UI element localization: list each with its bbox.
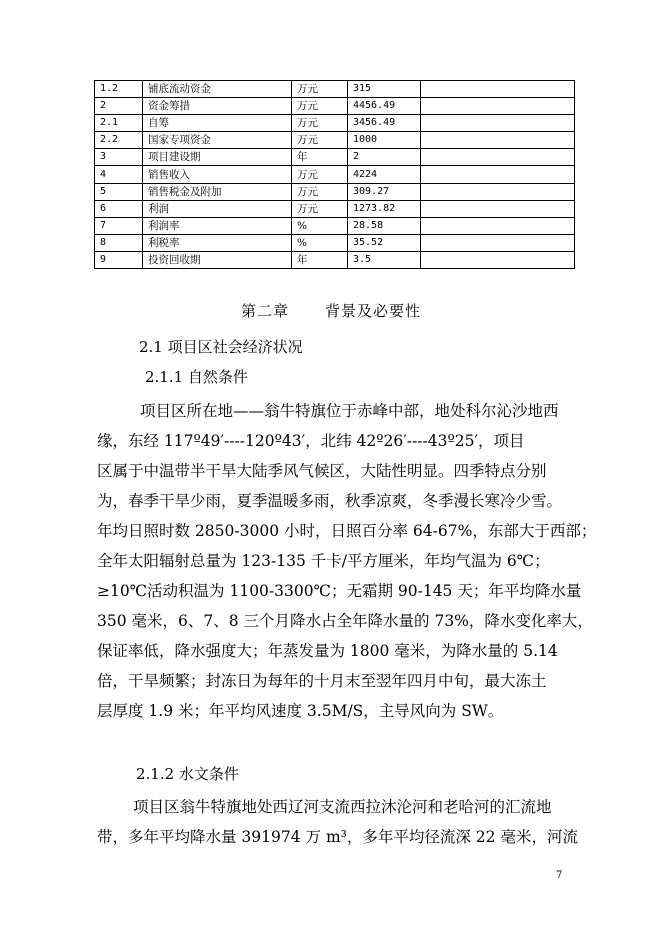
subsection-heading-natural: 2.1.1 自然条件 (145, 368, 248, 386)
note-cell (421, 200, 575, 217)
table-row (95, 149, 575, 166)
item-name-cell: 自筹 (143, 115, 292, 132)
table-row (95, 81, 575, 98)
paragraph-line: 年均日照时数 2850-3000 小时，日照百分率 64-67%，东部大于西部； (97, 522, 597, 540)
row-index-cell: 2.2 (95, 132, 143, 149)
item-name-cell: 铺底流动资金 (143, 81, 292, 98)
table-row (95, 217, 575, 234)
chapter-title: 背景及必要性 (325, 302, 422, 320)
item-name-cell: 项目建设期 (143, 149, 292, 166)
row-index-cell: 6 (95, 200, 143, 217)
item-name-cell: 销售收入 (143, 166, 292, 183)
value-cell: 1000 (348, 132, 421, 149)
paragraph-line: 层厚度 1.9 米；年平均风速度 3.5M/S，主导风向为 SW。 (97, 702, 504, 720)
note-cell (421, 81, 575, 98)
table-row (95, 200, 575, 217)
row-index-cell: 1.2 (95, 81, 143, 98)
unit-cell: 万元 (292, 81, 348, 98)
note-cell (421, 166, 575, 183)
paragraph-line: 保证率低，降水强度大；年蒸发量为 1800 毫米，为降水量的 5.14 (97, 642, 558, 660)
paragraph-line: 区属于中温带半干旱大陆季风气候区，大陆性明显。四季特点分别 (97, 462, 547, 480)
row-index-cell: 8 (95, 234, 143, 251)
paragraph-natural-conditions (97, 396, 597, 726)
unit-cell: 年 (292, 149, 348, 166)
table-body (95, 81, 575, 269)
item-name-cell: 利润 (143, 200, 292, 217)
value-cell: 28.58 (348, 217, 421, 234)
unit-cell: % (292, 217, 348, 234)
row-index-cell: 7 (95, 217, 143, 234)
table-row (95, 251, 575, 268)
subsection-heading-hydrology: 2.1.2 水文条件 (136, 765, 239, 783)
paragraph-line: 为，春季干旱少雨，夏季温暖多雨，秋季凉爽，冬季漫长寒冷少雪。 (97, 492, 563, 510)
table-row (95, 183, 575, 200)
note-cell (421, 251, 575, 268)
value-cell: 3456.49 (348, 115, 421, 132)
value-cell: 309.27 (348, 183, 421, 200)
value-cell: 1273.82 (348, 200, 421, 217)
row-index-cell: 5 (95, 183, 143, 200)
item-name-cell: 销售税金及附加 (143, 183, 292, 200)
note-cell (421, 234, 575, 251)
chapter-heading (0, 300, 662, 321)
table-row (95, 166, 575, 183)
unit-cell: 万元 (292, 200, 348, 217)
paragraph-line: 350 毫米，6、7、8 三个月降水占全年降水量的 73%，降水变化率大， (97, 612, 593, 630)
unit-cell: 万元 (292, 183, 348, 200)
row-index-cell: 9 (95, 251, 143, 268)
unit-cell: 万元 (292, 166, 348, 183)
row-index-cell: 4 (95, 166, 143, 183)
paragraph-line: 倍，干旱频繁；封冻日为每年的十月末至翌年四月中旬，最大冻土 (97, 672, 547, 690)
note-cell (421, 183, 575, 200)
item-name-cell: 利润率 (143, 217, 292, 234)
note-cell (421, 217, 575, 234)
unit-cell: 万元 (292, 132, 348, 149)
row-index-cell: 2 (95, 98, 143, 115)
value-cell: 4456.49 (348, 98, 421, 115)
value-cell: 315 (348, 81, 421, 98)
item-name-cell: 投资回收期 (143, 251, 292, 268)
table-row (95, 98, 575, 115)
paragraph-line: 全年太阳辐射总量为 123-135 千卡/平方厘米，年均气温为 6℃； (97, 552, 550, 570)
unit-cell: 年 (292, 251, 348, 268)
note-cell (421, 132, 575, 149)
item-name-cell: 利税率 (143, 234, 292, 251)
note-cell (421, 115, 575, 132)
section-heading: 2.1 项目区社会经济状况 (139, 338, 303, 356)
table-row (95, 234, 575, 251)
row-index-cell: 3 (95, 149, 143, 166)
table-row (95, 132, 575, 149)
value-cell: 2 (348, 149, 421, 166)
paragraph-line: 项目区翁牛特旗地处西辽河支流西拉沐沦河和老哈河的汇流地 (133, 798, 552, 816)
note-cell (421, 149, 575, 166)
value-cell: 4224 (348, 166, 421, 183)
table-row (95, 115, 575, 132)
unit-cell: 万元 (292, 98, 348, 115)
paragraph-line: ≥10℃活动积温为 1100-3300℃；无霜期 90-145 天；年平均降水量 (97, 582, 582, 600)
value-cell: 3.5 (348, 251, 421, 268)
value-cell: 35.52 (348, 234, 421, 251)
unit-cell: % (292, 234, 348, 251)
chapter-number: 第二章 (240, 302, 289, 320)
unit-cell: 万元 (292, 115, 348, 132)
row-index-cell: 2.1 (95, 115, 143, 132)
paragraph-hydrology (97, 792, 578, 852)
note-cell (421, 98, 575, 115)
investment-table (94, 80, 575, 269)
paragraph-line: 项目区所在地——翁牛特旗位于赤峰中部，地处科尔沁沙地西 (140, 402, 559, 420)
item-name-cell: 国家专项资金 (143, 132, 292, 149)
paragraph-line: 缘，东经 117º49′----120º43′，北纬 42º26′----43º25′，项目 (97, 432, 525, 450)
paragraph-line: 带，多年平均降水量 391974 万 m³，多年平均径流深 22 毫米，河流 (97, 828, 578, 846)
page-number: 7 (556, 870, 563, 881)
item-name-cell: 资金筹措 (143, 98, 292, 115)
